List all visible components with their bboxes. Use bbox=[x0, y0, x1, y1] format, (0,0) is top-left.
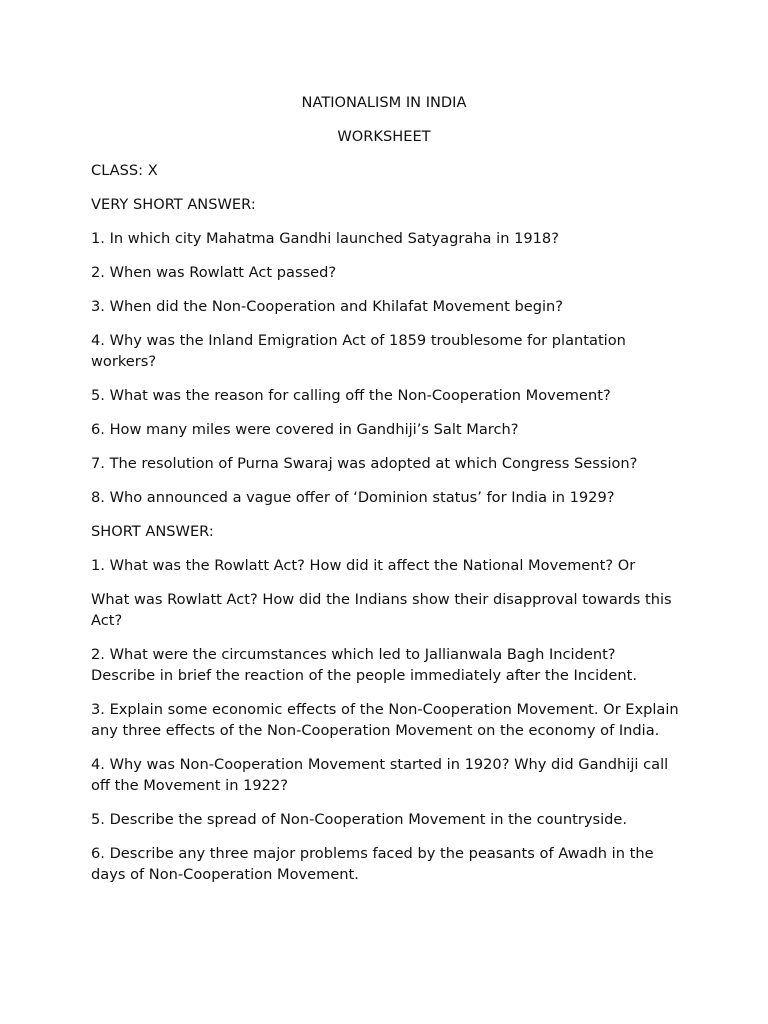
short-question: 6. Describe any three major problems faced by the peasants of Awadh in the days of Non-Cooperation Movement. bbox=[91, 845, 654, 883]
very-short-question: 4. Why was the Inland Emigration Act of 1859 troublesome for plantation workers? bbox=[91, 332, 626, 370]
very-short-answer-heading: VERY SHORT ANSWER: bbox=[91, 196, 256, 213]
short-question: 3. Explain some economic effects of the Non-Cooperation Movement. Or Explain any three effects of the Non-Cooperation Movement on the economy of India. bbox=[91, 701, 679, 739]
short-question: 4. Why was Non-Cooperation Movement started in 1920? Why did Gandhiji call off the Movement in 1922? bbox=[91, 756, 669, 794]
very-short-question: 5. What was the reason for calling off the Non-Cooperation Movement? bbox=[91, 387, 611, 404]
worksheet-page bbox=[91, 92, 681, 898]
short-question: 1. What was the Rowlatt Act? How did it affect the National Movement? Or bbox=[91, 557, 636, 574]
very-short-question: 6. How many miles were covered in Gandhiji’s Salt March? bbox=[91, 421, 519, 438]
class-line: CLASS: X bbox=[91, 162, 158, 179]
very-short-question: 7. The resolution of Purna Swaraj was adopted at which Congress Session? bbox=[91, 455, 638, 472]
very-short-question: 8. Who announced a vague offer of ‘Dominion status’ for India in 1929? bbox=[91, 489, 615, 506]
very-short-question: 1. In which city Mahatma Gandhi launched Satyagraha in 1918? bbox=[91, 230, 559, 247]
page-title: NATIONALISM IN INDIA bbox=[301, 94, 467, 111]
very-short-question: 2. When was Rowlatt Act passed? bbox=[91, 264, 337, 281]
short-question: 2. What were the circumstances which led to Jallianwala Bagh Incident? Describe in brief the reaction of the people immediately after the Incident. bbox=[91, 646, 637, 684]
short-question: 5. Describe the spread of Non-Cooperation Movement in the countryside. bbox=[91, 811, 628, 828]
page-subtitle: WORKSHEET bbox=[337, 128, 431, 145]
short-answer-heading: SHORT ANSWER: bbox=[91, 523, 214, 540]
very-short-question: 3. When did the Non-Cooperation and Khilafat Movement begin? bbox=[91, 298, 564, 315]
short-question: What was Rowlatt Act? How did the Indians show their disapproval towards this Act? bbox=[91, 591, 672, 629]
